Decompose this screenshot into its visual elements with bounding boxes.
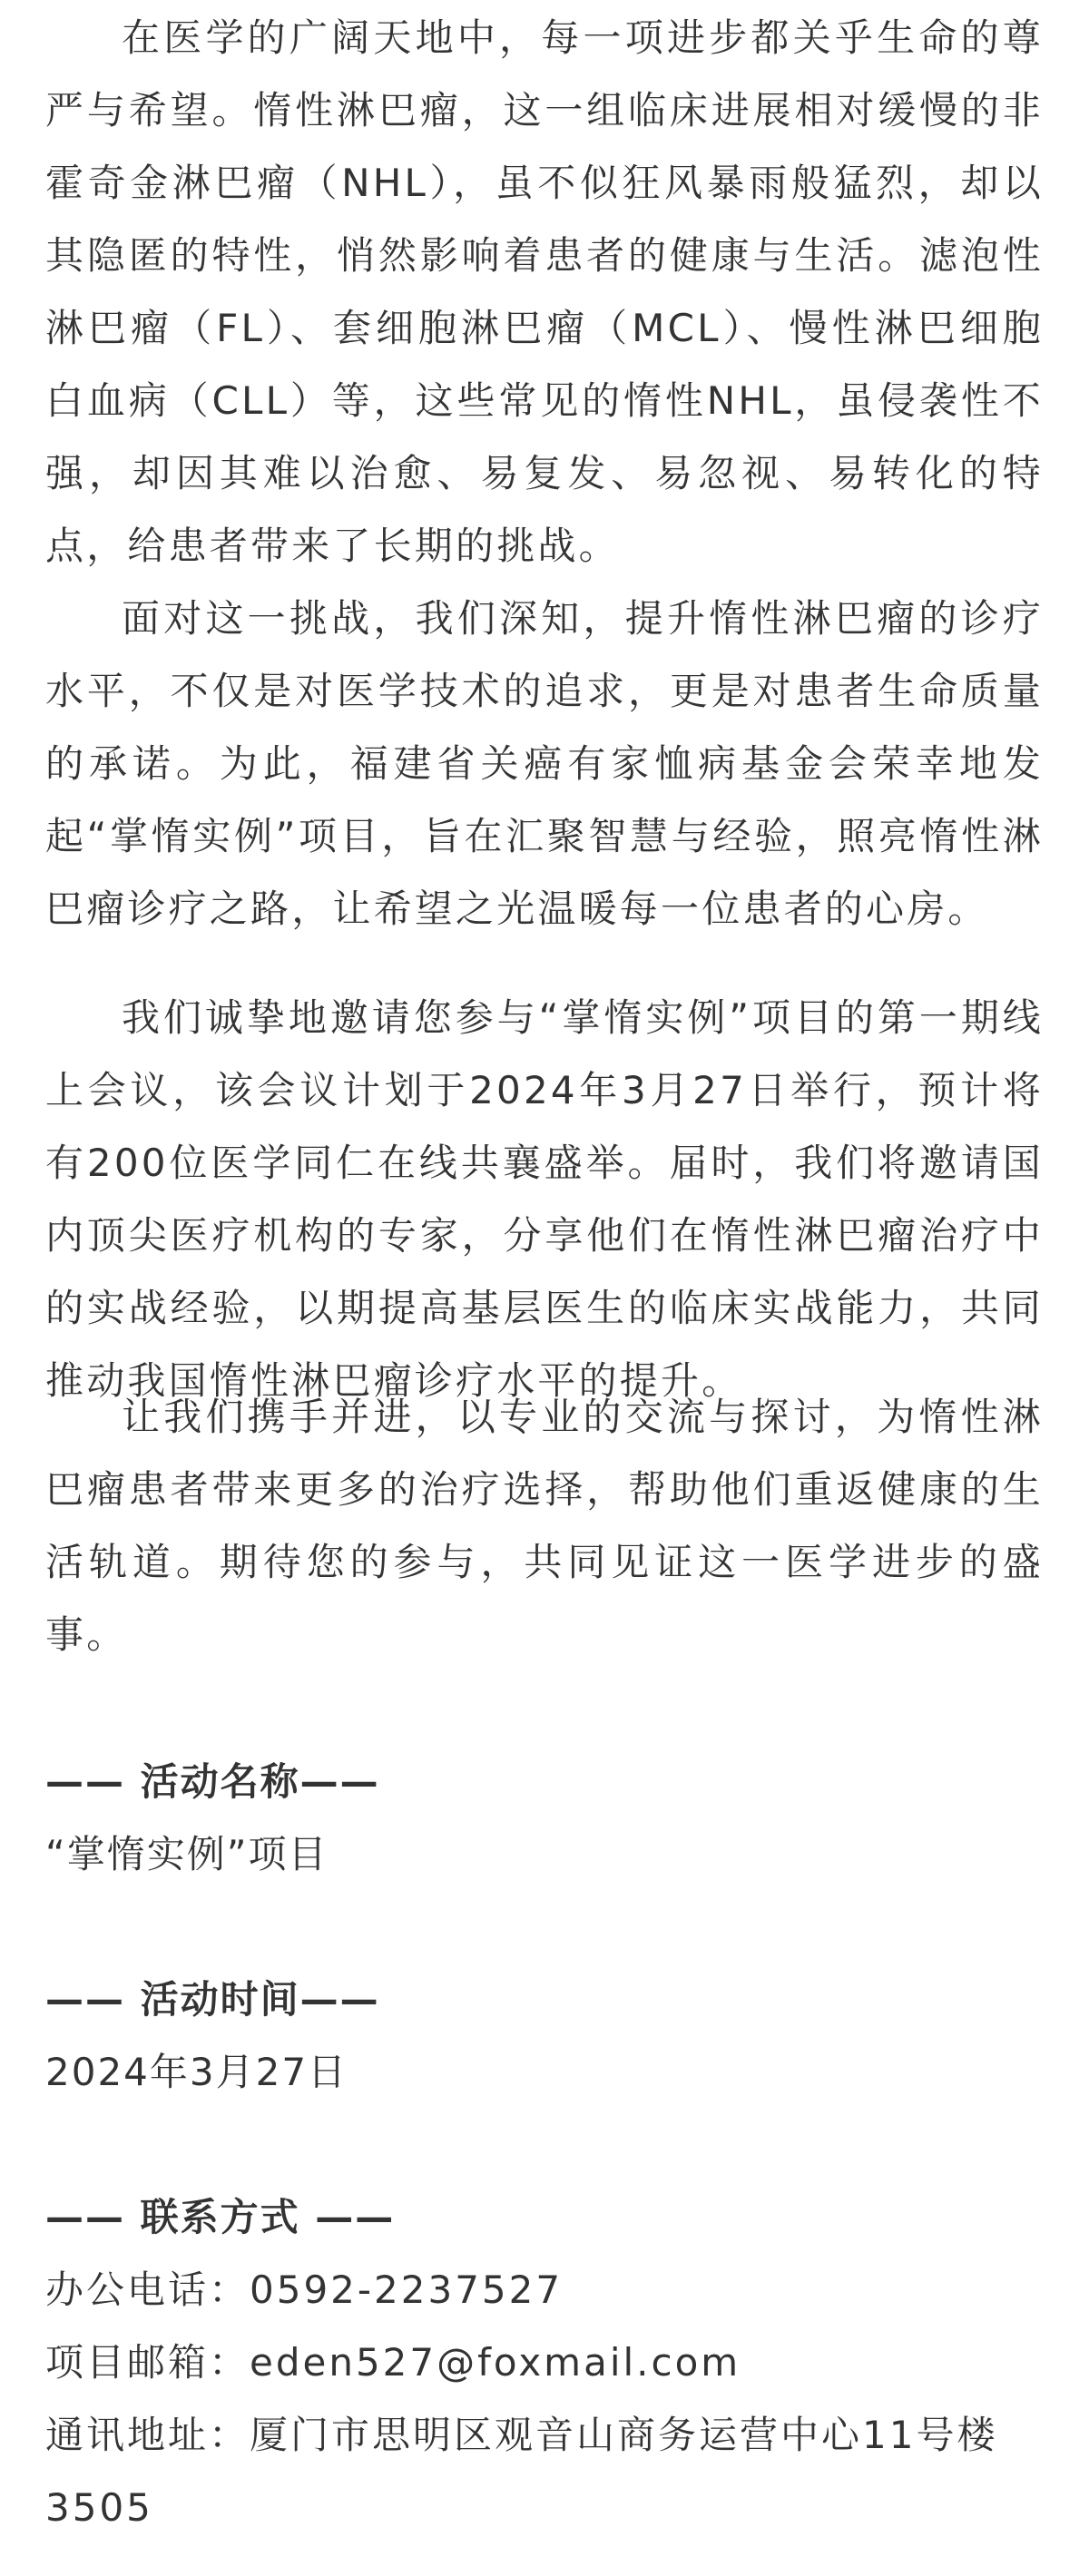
contact-section	[45, 2192, 1044, 2544]
activity-name-section	[45, 1757, 1044, 1880]
activity-time-value: 2024年3月27日	[45, 2050, 348, 2094]
intro-paragraph-3: 我们诚挚地邀请您参与“掌惰实例”项目的第一期线上会议，该会议计划于2024年3月27日举行，预计将有200位医学同仁在线共襄盛举。届时，我们将邀请国内顶尖医疗机构的专家，分享他们在惰性淋巴瘤治疗中的实战经验，以期提高基层医生的临床实战能力，共同推动我国惰性淋巴瘤诊疗水平的提升。	[45, 995, 1044, 1403]
contact-heading: —— 联系方式 ——	[45, 2195, 396, 2239]
contact-phone: 办公电话：0592-2237527	[45, 2267, 564, 2312]
intro-paragraph-2: 面对这一挑战，我们深知，提升惰性淋巴瘤的诊疗水平，不仅是对医学技术的追求，更是对患者生命质量的承诺。为此，福建省关癌有家恤病基金会荣幸地发起“掌惰实例”项目，旨在汇聚智慧与经验，照亮惰性淋巴瘤诊疗之路，让希望之光温暖每一位患者的心房。	[45, 596, 1044, 931]
activity-time-section	[45, 1974, 1044, 2098]
activity-name-heading: —— 活动名称——	[45, 1759, 380, 1804]
intro-paragraph-4: 让我们携手并进，以专业的交流与探讨，为惰性淋巴瘤患者带来更多的治疗选择，帮助他们重返健康的生活轨道。期待您的参与，共同见证这一医学进步的盛事。	[45, 1395, 1044, 1657]
activity-name-value: “掌惰实例”项目	[45, 1832, 329, 1876]
activity-time-heading: —— 活动时间——	[45, 1977, 380, 2022]
contact-email: 项目邮箱：eden527@foxmail.com	[45, 2340, 741, 2385]
contact-address: 通讯地址：厦门市思明区观音山商务运营中心11号楼3505	[45, 2413, 998, 2530]
intro-paragraph-1: 在医学的广阔天地中，每一项进步都关乎生命的尊严与希望。惰性淋巴瘤，这一组临床进展相对缓慢的非霍奇金淋巴瘤（NHL），虽不似狂风暴雨般猛烈，却以其隐匿的特性，悄然影响着患者的健康与生活。滤泡性淋巴瘤（FL）、套细胞淋巴瘤（MCL）、慢性淋巴细胞白血病（CLL）等，这些常见的惰性NHL，虽侵袭性不强，却因其难以治愈、易复发、易忽视、易转化的特点，给患者带来了长期的挑战。	[45, 15, 1044, 568]
